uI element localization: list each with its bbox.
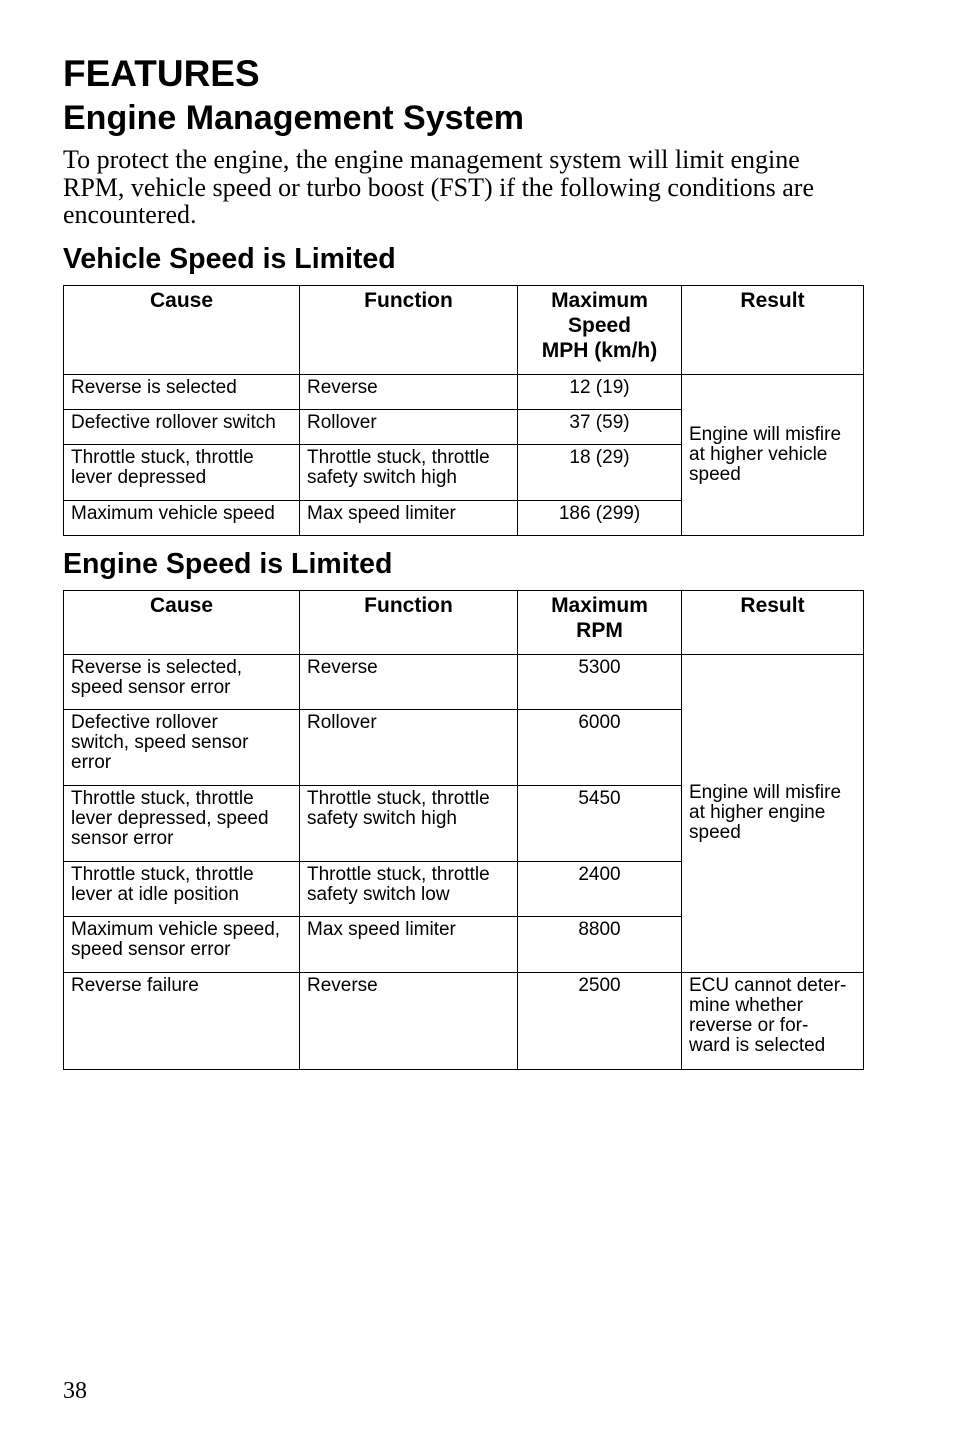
column-header-maximum-speed: Maximum Speed MPH (km/h) [518,286,682,375]
max-rpm-cell: 2400 [518,862,682,917]
result-cell: Engine will misfire at higher engine speed [682,655,864,973]
max-rpm-cell: 5450 [518,786,682,862]
result-cell: ECU cannot deter- mine whether reverse or for- ward is selected [682,973,864,1070]
column-header-cause: Cause [64,286,300,375]
intro-paragraph: To protect the engine, the engine management system will limit engine RPM, vehicle speed or turbo boost (FST) if the following conditions are encountered. [63,145,815,229]
function-cell: Rollover [300,710,518,786]
engine-speed-heading: Engine Speed is Limited [63,548,393,580]
column-header-function: Function [300,286,518,375]
max-speed-cell: 18 (29) [518,445,682,501]
max-rpm-cell: 8800 [518,917,682,973]
column-header-cause: Cause [64,591,300,655]
table-header-row [64,286,864,375]
page-number: 38 [63,1378,87,1404]
function-cell: Reverse [300,375,518,410]
cause-cell: Defective rollover switch [64,410,300,445]
column-header-function: Function [300,591,518,655]
function-cell: Reverse [300,973,518,1070]
vehicle-speed-heading: Vehicle Speed is Limited [63,243,396,275]
function-cell: Throttle stuck, throttle safety switch low [300,862,518,917]
vehicle-speed-table [63,285,864,536]
table-row [64,655,864,710]
page-title: Engine Management System [63,99,525,137]
max-speed-cell: 12 (19) [518,375,682,410]
table-header-row [64,591,864,655]
engine-speed-table [63,590,864,1070]
max-speed-cell: 186 (299) [518,501,682,536]
result-cell: Engine will misfire at higher vehicle speed [682,375,864,536]
function-cell: Max speed limiter [300,917,518,973]
max-rpm-cell: 6000 [518,710,682,786]
max-speed-cell: 37 (59) [518,410,682,445]
cause-cell: Reverse failure [64,973,300,1070]
cause-cell: Throttle stuck, throttle lever depressed, speed sensor error [64,786,300,862]
column-header-result: Result [682,591,864,655]
cause-cell: Defective rollover switch, speed sensor error [64,710,300,786]
max-rpm-cell: 5300 [518,655,682,710]
cause-cell: Maximum vehicle speed [64,501,300,536]
max-rpm-cell: 2500 [518,973,682,1070]
table-row [64,375,864,410]
column-header-maximum-rpm: Maximum RPM [518,591,682,655]
function-cell: Rollover [300,410,518,445]
section-title: FEATURES [63,53,260,94]
function-cell: Reverse [300,655,518,710]
column-header-result: Result [682,286,864,375]
function-cell: Max speed limiter [300,501,518,536]
cause-cell: Throttle stuck, throttle lever depressed [64,445,300,501]
table-row [64,973,864,1070]
function-cell: Throttle stuck, throttle safety switch high [300,445,518,501]
cause-cell: Throttle stuck, throttle lever at idle position [64,862,300,917]
cause-cell: Reverse is selected, speed sensor error [64,655,300,710]
cause-cell: Reverse is selected [64,375,300,410]
function-cell: Throttle stuck, throttle safety switch high [300,786,518,862]
cause-cell: Maximum vehicle speed, speed sensor error [64,917,300,973]
